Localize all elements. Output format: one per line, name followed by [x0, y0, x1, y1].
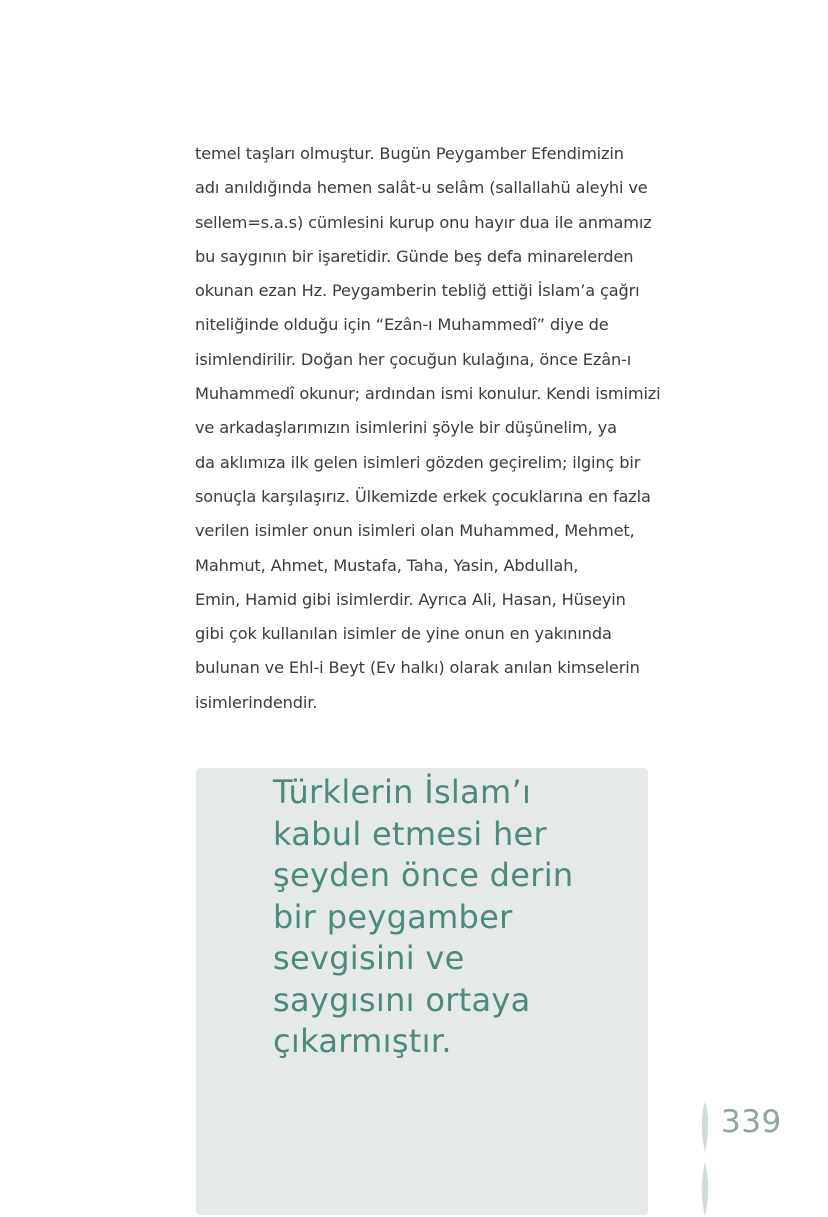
body-line: da aklımıza ilk gelen isimleri gözden geçirelim; ilginç bir	[195, 452, 641, 472]
pullquote-line: saygısını ortaya	[273, 980, 531, 1019]
leaf-divider-icon	[696, 1102, 714, 1217]
body-line: isimlerindendir.	[195, 692, 318, 712]
body-line: adı anıldığında hemen salât-u selâm (sallallahü aleyhi ve	[195, 178, 648, 198]
body-line: sonuçla karşılaşırız. Ülkemizde erkek çocuklarına en fazla	[195, 486, 651, 506]
body-line: ve arkadaşlarımızın isimlerini şöyle bir düşünelim, ya	[195, 418, 617, 438]
body-line: verilen isimler onun isimleri olan Muhammed, Mehmet,	[195, 521, 635, 541]
body-line: sellem=s.a.s) cümlesini kurup onu hayır dua ile anmamız	[195, 212, 652, 232]
body-line: Emin, Hamid gibi isimlerdir. Ayrıca Ali, Hasan, Hüseyin	[195, 589, 626, 609]
pullquote-line: sevgisini ve	[273, 939, 465, 977]
body-line: bu saygının bir işaretidir. Günde beş defa minarelerden	[195, 246, 634, 266]
body-line: temel taşları olmuştur. Bugün Peygamber Efendimizin	[195, 144, 624, 163]
pullquote-text	[273, 772, 574, 1063]
body-line: okunan ezan Hz. Peygamberin tebliğ ettiği İslam’a çağrı	[195, 281, 640, 301]
body-line: bulunan ve Ehl-i Beyt (Ev halkı) olarak anılan kimselerin	[195, 658, 640, 678]
pullquote-box	[196, 768, 648, 1215]
body-line: gibi çok kullanılan isimler de yine onun en yakınında	[195, 624, 612, 644]
body-line: Mahmut, Ahmet, Mustafa, Taha, Yasin, Abdullah,	[195, 555, 579, 575]
body-line: niteliğinde olduğu için “Ezân-ı Muhammedî” diye de	[195, 315, 609, 335]
pullquote-line: bir peygamber	[273, 897, 513, 936]
body-line: isimlendirilir. Doğan her çocuğun kulağına, önce Ezân-ı	[195, 349, 632, 369]
body-line: Muhammedî okunur; ardından ismi konulur. Kendi ismimizi	[195, 384, 661, 404]
pullquote-line: kabul etmesi her	[273, 814, 547, 853]
pullquote-line: şeyden önce derin	[273, 856, 574, 894]
body-paragraph	[195, 140, 695, 723]
pullquote-line: çıkarmıştır.	[273, 1022, 452, 1060]
page-number: 339	[721, 1104, 782, 1140]
pullquote-line: Türklerin İslam’ı	[273, 773, 532, 811]
